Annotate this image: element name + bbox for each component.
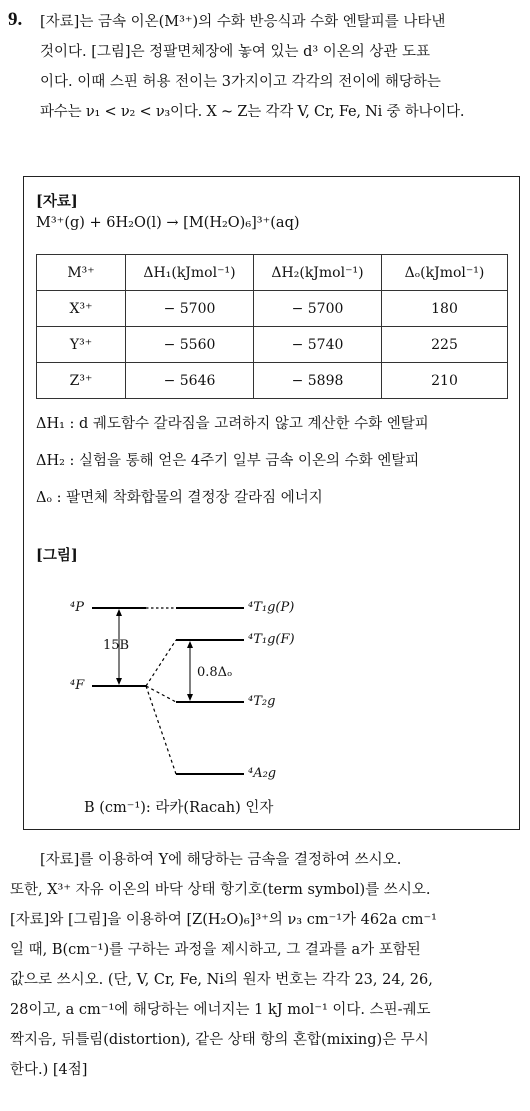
instruction-line-7: 짝지음, 뒤틀림(distortion), 같은 상태 항의 혼합(mixing)은 무시 [10,1032,429,1048]
label-4F: ⁴F [70,678,85,693]
table-row [37,327,508,363]
table-cell: − 5740 [254,327,382,363]
table-header: ΔH₁(kJmol⁻¹) [126,255,254,291]
table-row [37,291,508,327]
instruction-line-6: 28이고, a cm⁻¹에 해당하는 에너지는 1 kJ mol⁻¹ 이다. 스핀-궤도 [10,1002,431,1018]
instruction-line-4: 일 때, B(cm⁻¹)를 구하는 과정을 제시하고, 그 결과를 a가 포함된 [10,942,421,958]
label-4T2g: ⁴T₂g [248,694,276,709]
question-line-3: 이다. 이때 스핀 허용 전이는 3가지이고 각각의 전이에 해당하는 [40,74,441,90]
table-header: Δₒ(kJmol⁻¹) [382,255,508,291]
label-4P: ⁴P [70,600,84,615]
label-0.8-delta-o: 0.8Δₒ [197,665,233,680]
instruction-line-2: 또한, X³⁺ 자유 이온의 바닥 상태 항기호(term symbol)를 쓰시오. [10,882,431,898]
note-delta-o: Δₒ : 팔면체 착화합물의 결정장 갈라짐 에너지 [36,490,323,506]
table-cell: − 5560 [126,327,254,363]
hydration-table [36,254,508,399]
question-line-2: 것이다. [그림]은 정팔면체장에 놓여 있는 d³ 이온의 상관 도표 [40,44,431,60]
instruction-line-3: [자료]와 [그림]을 이용하여 [Z(H₂O)₆]³⁺의 ν₃ cm⁻¹가 462a cm⁻¹ [10,912,437,928]
label-4T1g-F: ⁴T₁g(F) [248,632,295,647]
note-dh1: ΔH₁ : d 궤도함수 갈라짐을 고려하지 않고 계산한 수화 엔탈피 [36,416,429,432]
racah-caption: B (cm⁻¹): 라카(Racah) 인자 [84,800,274,816]
table-header: M³⁺ [37,255,126,291]
table-cell: − 5646 [126,363,254,399]
question-number: 9. [8,9,23,30]
label-4A2g: ⁴A₂g [248,766,277,781]
question-line-1: [자료]는 금속 이온(M³⁺)의 수화 반응식과 수화 엔탈피를 나타낸 [40,14,446,30]
figure-title: [그림] [36,547,78,564]
instruction-line-1: [자료]를 이용하여 Y에 해당하는 금속을 결정하여 쓰시오. [40,852,402,868]
label-15B: 15B [103,638,130,653]
table-row [37,363,508,399]
table-cell: 180 [382,291,508,327]
table-cell: X³⁺ [37,291,126,327]
instruction-line-8: 한다.) [4점] [10,1062,88,1078]
table-cell: Y³⁺ [37,327,126,363]
reaction-equation: M³⁺(g) + 6H₂O(l) → [M(H₂O)₆]³⁺(aq) [36,215,300,231]
note-dh2: ΔH₂ : 실험을 통해 얻은 4주기 일부 금속 이온의 수화 엔탈피 [36,453,420,469]
table-cell: Z³⁺ [37,363,126,399]
table-cell: − 5700 [254,291,382,327]
table-header: ΔH₂(kJmol⁻¹) [254,255,382,291]
table-header-row [37,255,508,291]
table-cell: − 5700 [126,291,254,327]
table-cell: − 5898 [254,363,382,399]
table-cell: 210 [382,363,508,399]
instruction-line-5: 값으로 쓰시오. (단, V, Cr, Fe, Ni의 원자 번호는 각각 23, 24, 26, [10,972,433,988]
label-4T1g-P: ⁴T₁g(P) [248,600,295,615]
data-title: [자료] [36,193,78,210]
table-cell: 225 [382,327,508,363]
question-line-4: 파수는 ν₁ < ν₂ < ν₃이다. X ~ Z는 각각 V, Cr, Fe, Ni 중 하나이다. [40,104,465,120]
